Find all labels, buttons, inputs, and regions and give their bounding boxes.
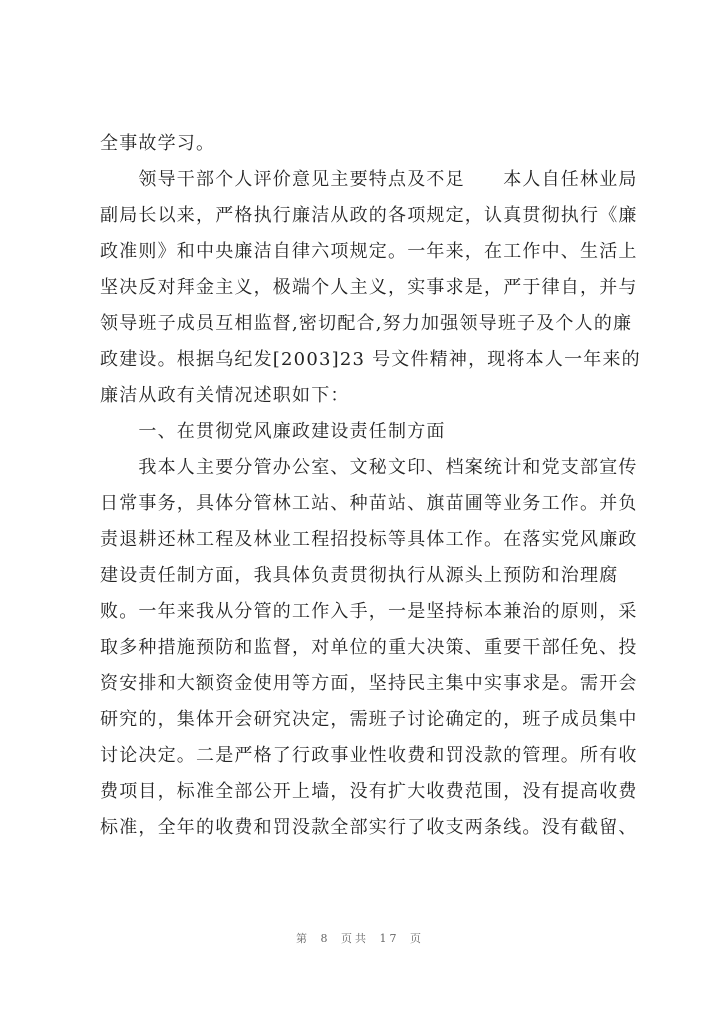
text-line-11: 日常事务，具体分管林工站、种苗站、旗苗圃等业务工作。并负 — [100, 493, 638, 514]
footer-suffix: 页 — [410, 932, 424, 945]
text-line-18: 讨论决定。二是严格了行政事业性收费和罚没款的管理。所有收 — [100, 745, 638, 766]
text-line-4: 政准则》和中央廉洁自律六项规定。一年来，在工作中、生活上 — [100, 241, 638, 262]
text-line-13: 建设责任制方面，我具体负责贯彻执行从源头上预防和治理腐 — [100, 565, 619, 586]
text-line-19: 费项目，标准全部公开上墙，没有扩大收费范围，没有提高收费 — [100, 781, 638, 802]
document-body — [100, 126, 640, 846]
text-line-1: 全事故学习。 — [100, 133, 216, 154]
page-footer — [0, 930, 720, 946]
text-line-10: 我本人主要分管办公室、文秘文印、档案统计和党支部宣传 — [100, 457, 638, 478]
text-line-5: 坚决反对拜金主义，极端个人主义，实事求是，严于律自，并与 — [100, 277, 638, 298]
text-line-3: 副局长以来，严格执行廉洁从政的各项规定，认真贯彻执行《廉 — [100, 205, 638, 226]
footer-middle: 页共 — [341, 932, 369, 945]
page-total: 17 — [379, 932, 400, 945]
text-line-14: 败。一年来我从分管的工作入手，一是坚持标本兼治的原则，采 — [100, 601, 638, 622]
text-line-12: 责退耕还林工程及林业工程招投标等具体工作。在落实党风廉政 — [100, 529, 638, 550]
text-line-17: 研究的，集体开会研究决定，需班子讨论确定的，班子成员集中 — [100, 709, 638, 730]
footer-prefix: 第 — [296, 932, 310, 945]
text-line-2: 领导干部个人评价意见主要特点及不足 本人自任林业局 — [100, 169, 638, 190]
page-number: 8 — [320, 932, 331, 945]
text-line-15: 取多种措施预防和监督，对单位的重大决策、重要干部任免、投 — [100, 637, 638, 658]
text-line-7: 政建设。根据乌纪发[2003]23 号文件精神，现将本人一年来的 — [100, 349, 641, 370]
text-line-20: 标准，全年的收费和罚没款全部实行了收支两条线。没有截留、 — [100, 817, 638, 838]
text-line-6: 领导班子成员互相监督,密切配合,努力加强领导班子及个人的廉 — [100, 313, 633, 334]
text-line-16: 资安排和大额资金使用等方面，坚持民主集中实事求是。需开会 — [100, 673, 638, 694]
text-line-8: 廉洁从政有关情况述职如下： — [100, 385, 350, 406]
section-heading: 一、在贯彻党风廉政建设责任制方面 — [100, 421, 446, 442]
